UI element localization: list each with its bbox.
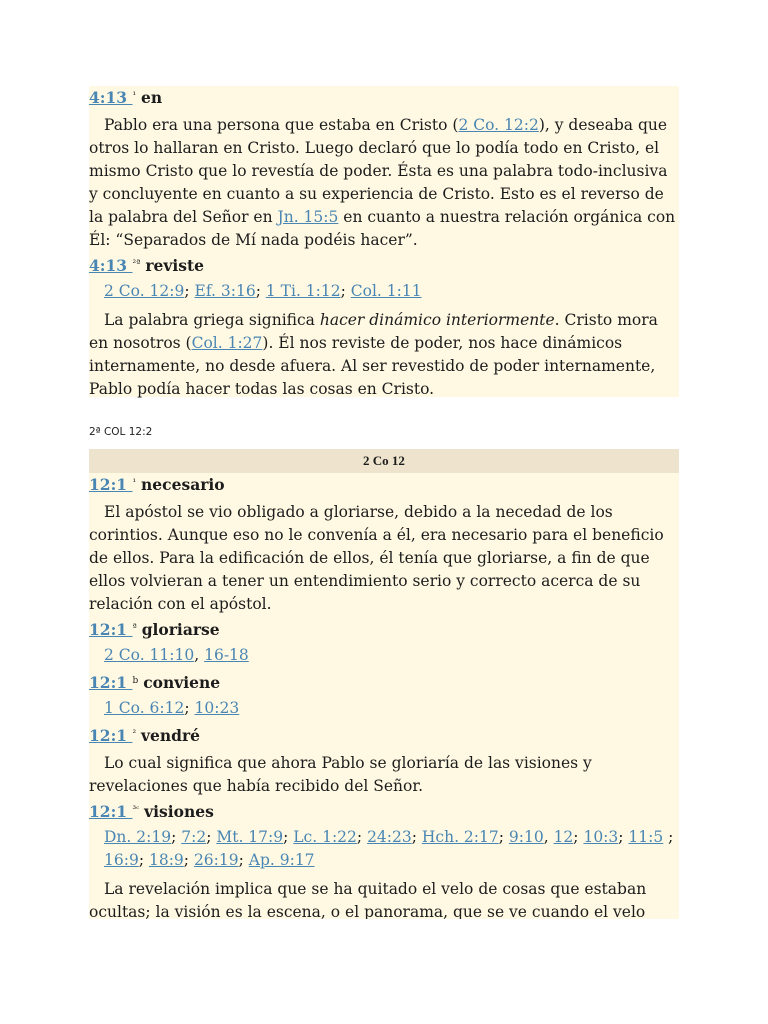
- notes-panel-philippians: [89, 86, 679, 397]
- cross-reference-list: 2 Co. 12:9; Ef. 3:16; 1 Ti. 1:12; Col. 1:11: [104, 282, 422, 300]
- cross-reference-link[interactable]: Lc. 1:22: [293, 828, 357, 846]
- note-paragraph: Lo cual significa que ahora Pablo se gloriaría de las visiones y revelaciones que había recibido del Señor.: [89, 754, 592, 795]
- note-word: vendré: [141, 726, 201, 745]
- caption: 2ª COL 12:2: [89, 426, 153, 438]
- cross-reference-link[interactable]: 1 Co. 6:12: [104, 699, 185, 717]
- note-heading: [89, 671, 679, 693]
- notes-panel-2-corinthians: [89, 449, 679, 919]
- cross-reference-link[interactable]: Jn. 15:5: [277, 208, 339, 226]
- cross-reference-link[interactable]: Col. 1:27: [191, 334, 263, 352]
- note-marker: ª: [132, 623, 137, 633]
- cross-reference-link[interactable]: 2 Co. 12:9: [104, 282, 185, 300]
- cross-reference-link[interactable]: 10:3: [583, 828, 619, 846]
- note-marker: ²: [132, 729, 137, 739]
- note-word: en: [141, 88, 163, 107]
- cross-reference-link[interactable]: 7:2: [181, 828, 207, 846]
- cross-reference-link[interactable]: Dn. 2:19: [104, 828, 172, 846]
- note-marker: ³ᶜ: [132, 805, 140, 815]
- note-paragraph: Pablo era una persona que estaba en Cristo (2 Co. 12:2), y deseaba que otros lo hallaran en Cristo. Luego declaró que lo podía todo en Cristo, el mismo Cristo que lo revestía de poder. Ésta es una palabra todo-inclusiva y concluyente en cuanto a su experiencia de Cristo. Esto es el reverso de la palabra del Señor en Jn. 15:5 en cuanto a nuestra relación orgánica con Él: “Separados de Mí nada podéis hacer”.: [89, 116, 676, 249]
- verse-ref-link[interactable]: 12:1: [89, 673, 133, 692]
- note-heading: [89, 254, 679, 276]
- cross-reference-link[interactable]: 26:19: [193, 851, 239, 869]
- verse-ref-link[interactable]: 12:1: [89, 726, 133, 745]
- note-heading: [89, 473, 679, 495]
- verse-ref-link[interactable]: 4:13: [89, 88, 133, 107]
- note-marker: ¹: [132, 478, 137, 488]
- note-heading: [89, 618, 679, 640]
- note-word: necesario: [141, 475, 225, 494]
- cross-reference-link[interactable]: Ef. 3:16: [194, 282, 256, 300]
- cross-reference-link[interactable]: 16-18: [204, 646, 249, 664]
- note-paragraph: El apóstol se vio obligado a gloriarse, debido a la necedad de los corintios. Aunque eso no le convenía a él, era necesario para el beneficio de ellos. Para la edificación de ellos, él tenía que gloriarse, a fin de que ellos volvieran a tener un entendimiento serio y correcto acerca de su relación con el apóstol.: [89, 503, 664, 613]
- cross-reference-link[interactable]: 2 Co. 11:10: [104, 646, 195, 664]
- note-word: conviene: [143, 673, 221, 692]
- notes-list: [89, 473, 679, 919]
- note-word: reviste: [145, 256, 204, 275]
- verse-ref-link[interactable]: 4:13: [89, 256, 133, 275]
- emphasis-text: hacer dinámico interiormente: [319, 311, 555, 329]
- cross-reference-link[interactable]: 10:23: [194, 699, 240, 717]
- note-word: visiones: [144, 802, 214, 821]
- note-marker: ²ª: [132, 259, 141, 269]
- cross-reference-link[interactable]: 24:23: [367, 828, 412, 846]
- verse-ref-link[interactable]: 12:1: [89, 802, 133, 821]
- note-heading: [89, 724, 679, 746]
- verse-ref-link[interactable]: 12:1: [89, 620, 133, 639]
- cross-reference-list: 2 Co. 11:10, 16-18: [104, 646, 249, 664]
- note-paragraph: La revelación implica que se ha quitado el velo de cosas que estaban ocultas; la visión es la escena, o el panorama, que se ve cuando el velo: [89, 880, 647, 919]
- cross-reference-list: Dn. 2:19; 7:2; Mt. 17:9; Lc. 1:22; 24:23; Hch. 2:17; 9:10, 12; 10:3; 11:5 ; 16:9; 18:9; 26:19; Ap. 9:17: [104, 828, 674, 869]
- note-heading: [89, 86, 679, 108]
- cross-reference-link[interactable]: 16:9: [104, 851, 139, 869]
- note-marker: ¹: [132, 91, 137, 101]
- cross-reference-link[interactable]: Ap. 9:17: [248, 851, 315, 869]
- cross-reference-link[interactable]: 1 Ti. 1:12: [265, 282, 341, 300]
- cross-reference-link[interactable]: 2 Co. 12:2: [458, 116, 539, 134]
- cross-reference-link[interactable]: 9:10: [508, 828, 544, 846]
- cross-reference-link[interactable]: 18:9: [148, 851, 184, 869]
- cross-reference-list: 1 Co. 6:12; 10:23: [104, 699, 240, 717]
- note-paragraph: La palabra griega significa hacer dinámico interiormente. Cristo mora en nosotros (Col. 1:27). Él nos reviste de poder, nos hace dinámicos internamente, no desde afuera. Al ser revestido de poder internamente, Pablo podía hacer todas las cosas en Cristo.: [89, 311, 658, 398]
- cross-reference-link[interactable]: Hch. 2:17: [421, 828, 499, 846]
- cross-reference-link[interactable]: 12: [553, 828, 574, 846]
- note-marker: b: [132, 676, 139, 686]
- cross-reference-link[interactable]: Mt. 17:9: [216, 828, 284, 846]
- note-heading: [89, 800, 679, 822]
- verse-ref-link[interactable]: 12:1: [89, 475, 133, 494]
- cross-reference-link[interactable]: 11:5: [628, 828, 664, 846]
- cross-reference-link[interactable]: Col. 1:11: [350, 282, 422, 300]
- note-word: gloriarse: [141, 620, 220, 639]
- chapter-bar: 2 Co 12: [89, 449, 679, 473]
